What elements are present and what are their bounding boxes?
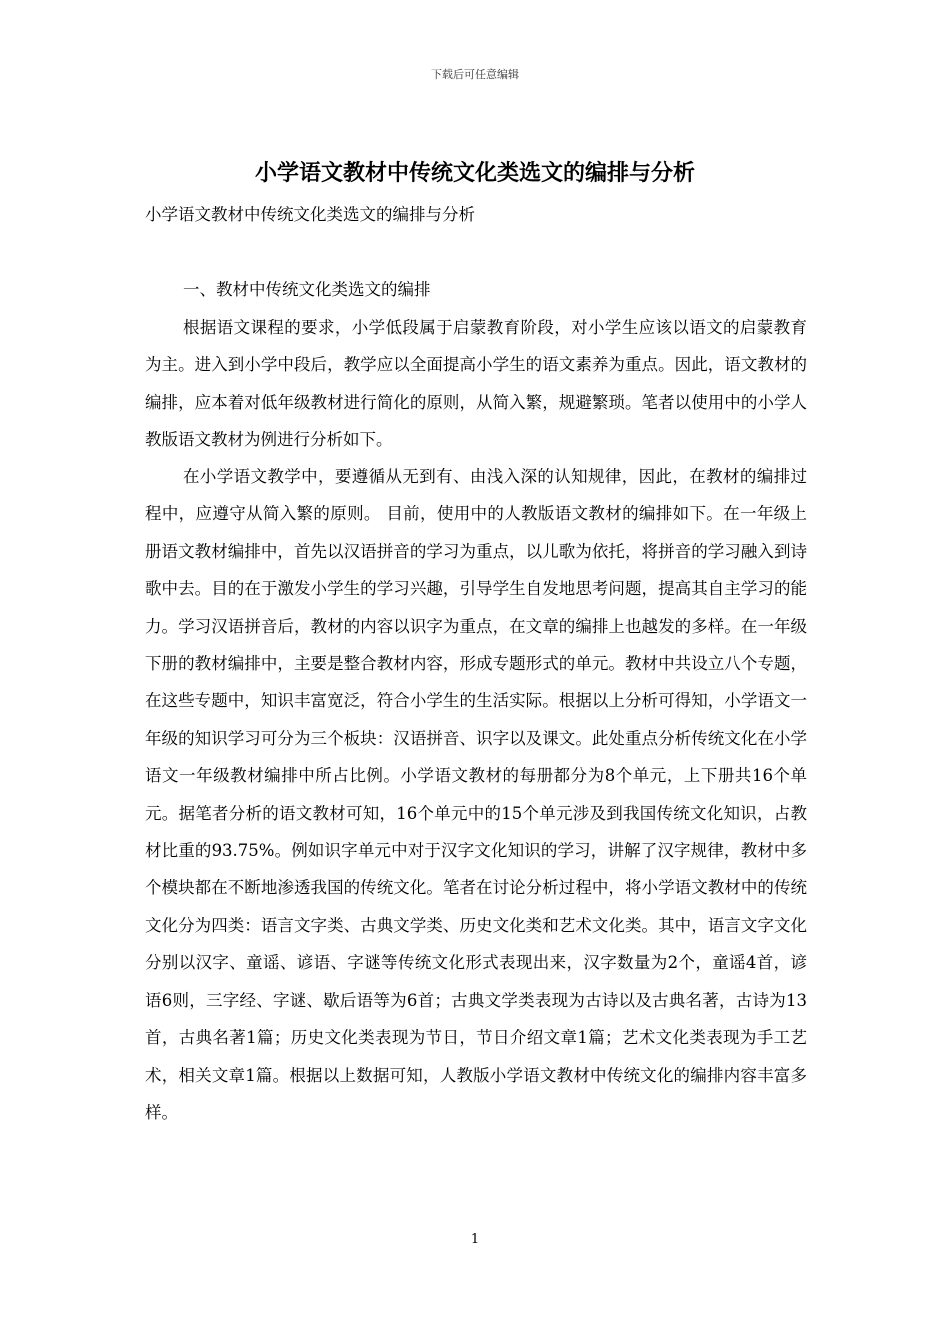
page-number: 1 [470, 1232, 480, 1247]
header-note: 下载后可任意编辑 [431, 68, 519, 81]
section-heading: 一、教材中传统文化类选文的编排 [183, 280, 431, 299]
document-title: 小学语文教材中传统文化类选文的编排与分析 [254, 161, 695, 186]
body-paragraph: 在小学语文教学中，要遵循从无到有、由浅入深的认知规律，因此，在教材的编排过程中，应遵守从简入繁的原则。 目前，使用中的人教版语文教材的编排如下。在一年级上册语文教材编排中，首先以汉语拼音的学习为重点，以儿歌为依托，将拼音的学习融入到诗歌中去。目的在于激发小学生的学习兴趣，引导学生自发地思考问题，提高其自主学习的能力。学习汉语拼音后，教材的内容以识字为重点，在文章的编排上也越发的多样。在一年级下册的教材编排中，主要是整合教材内容，形成专题形式的单元。教材中共设立八个专题，在这些专题中，知识丰富宽泛，符合小学生的生活实际。根据以上分析可得知，小学语文一年级的知识学习可分为三个板块：汉语拼音、识字以及课文。此处重点分析传统文化在小学语文一年级教材编排中所占比例。小学语文教材的每册都分为8个单元，上下册共16个单元。据笔者分析的语文教材可知，16个单元中的15个单元涉及到我国传统文化知识，占教材比重的93.75%。例如识字单元中对于汉字文化知识的学习，讲解了汉字规律，教材中多个模块都在不断地渗透我国的传统文化。笔者在讨论分析过程中，将小学语文教材中的传统文化分为四类：语言文字类、古典文学类、历史文化类和艺术文化类。其中，语言文字文化分别以汉字、童谣、谚语、字谜等传统文化形式表现出来，汉字数量为2个，童谣4首，谚语6则，三字经、字谜、歇后语等为6首；古典文学类表现为古诗以及古典名著，古诗为13首，古典名著1篇；历史文化类表现为节日，节日介绍文章1篇；艺术文化类表现为手工艺术，相关文章1篇。根据以上数据可知，人教版小学语文教材中传统文化的编排内容丰富多样。 [145, 467, 807, 1122]
body-paragraph: 根据语文课程的要求，小学低段属于启蒙教育阶段，对小学生应该以语文的启蒙教育为主。进入到小学中段后，教学应以全面提高小学生的语文素养为重点。因此，语文教材的编排，应本着对低年级教材进行简化的原则，从简入繁，规避繁琐。笔者以使用中的小学人教版语文教材为例进行分析如下。 [145, 318, 807, 450]
document-subtitle: 小学语文教材中传统文化类选文的编排与分析 [145, 205, 475, 224]
